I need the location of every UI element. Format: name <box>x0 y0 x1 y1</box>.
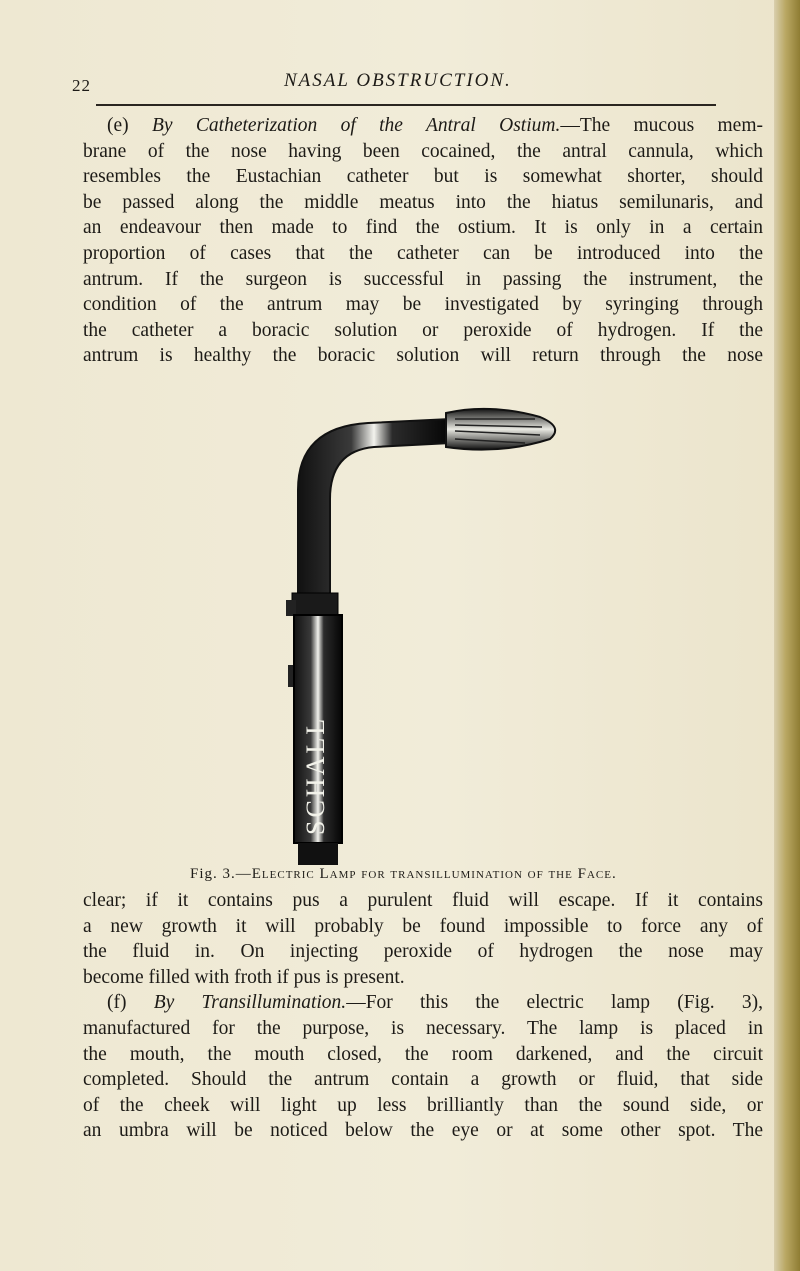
page-edge <box>774 0 800 1271</box>
caption-text: —Electric Lamp for transillumination of the Face. <box>235 866 617 882</box>
text-line: an endeavour then made to find the ostium. It is only in a certain <box>83 217 763 239</box>
text-line <box>83 990 763 1016</box>
text-line: antrum. If the surgeon is successful in passing the instrument, the <box>83 268 763 290</box>
text-line-content: —The mucous mem- <box>560 115 764 136</box>
running-head: NASAL OBSTRUCTION. <box>284 70 512 91</box>
text-line: proportion of cases that the catheter can be introduced into the <box>83 242 763 264</box>
figure-caption <box>190 866 710 883</box>
text-line: be passed along the middle meatus into the hiatus semilunaris, and <box>83 191 763 213</box>
section-heading: By Catheterization of the Antral Ostium. <box>152 115 561 136</box>
header-rule <box>96 104 716 106</box>
section-label: (e) <box>107 115 129 136</box>
page-header <box>72 70 752 100</box>
text-line <box>83 113 763 139</box>
text-line: completed. Should the antrum contain a growth or fluid, that side <box>83 1069 763 1091</box>
caption-figure-number: Fig. 3. <box>190 866 236 882</box>
text-line: the catheter a boracic solution or peroxide of hydrogen. If the <box>83 319 763 341</box>
text-line: manufactured for the purpose, is necessary. The lamp is placed in <box>83 1017 763 1039</box>
lamp-stem <box>298 419 450 615</box>
section-label: (f) <box>107 992 127 1014</box>
text-line: resembles the Eustachian catheter but is somewhat shorter, should <box>83 166 763 188</box>
paragraph-continuation <box>83 888 763 1144</box>
paragraph-catheterization <box>83 113 763 369</box>
lamp-bulb <box>446 409 555 450</box>
engraved-maker-name: SCHALL <box>301 715 330 835</box>
text-line: clear; if it contains pus a purulent fluid will escape. If it contains <box>83 890 763 911</box>
electric-lamp-illustration <box>250 395 580 867</box>
text-line: antrum is healthy the boracic solution will return through the nose <box>83 345 763 367</box>
page-number: 22 <box>72 76 91 95</box>
text-line: the mouth, the mouth closed, the room darkened, and the circuit <box>83 1043 763 1065</box>
figure-electric-lamp <box>250 395 580 867</box>
section-heading: By Transillumination. <box>153 992 347 1014</box>
lamp-handle-base <box>298 843 338 865</box>
text-line: the fluid in. On injecting peroxide of hydrogen the nose may <box>83 941 763 963</box>
text-line: a new growth it will probably be found impossible to force any of <box>83 915 763 937</box>
text-line: brane of the nose having been cocained, the antral cannula, which <box>83 140 763 162</box>
text-line: condition of the antrum may be investigated by syringing through <box>83 294 763 316</box>
text-line: an umbra will be noticed below the eye or at some other spot. The <box>83 1120 763 1142</box>
text-line: become filled with froth if pus is present. <box>83 966 405 988</box>
text-line: of the cheek will light up less brilliantly than the sound side, or <box>83 1094 763 1116</box>
text-line-content: —For this the electric lamp (Fig. 3), <box>346 992 764 1014</box>
